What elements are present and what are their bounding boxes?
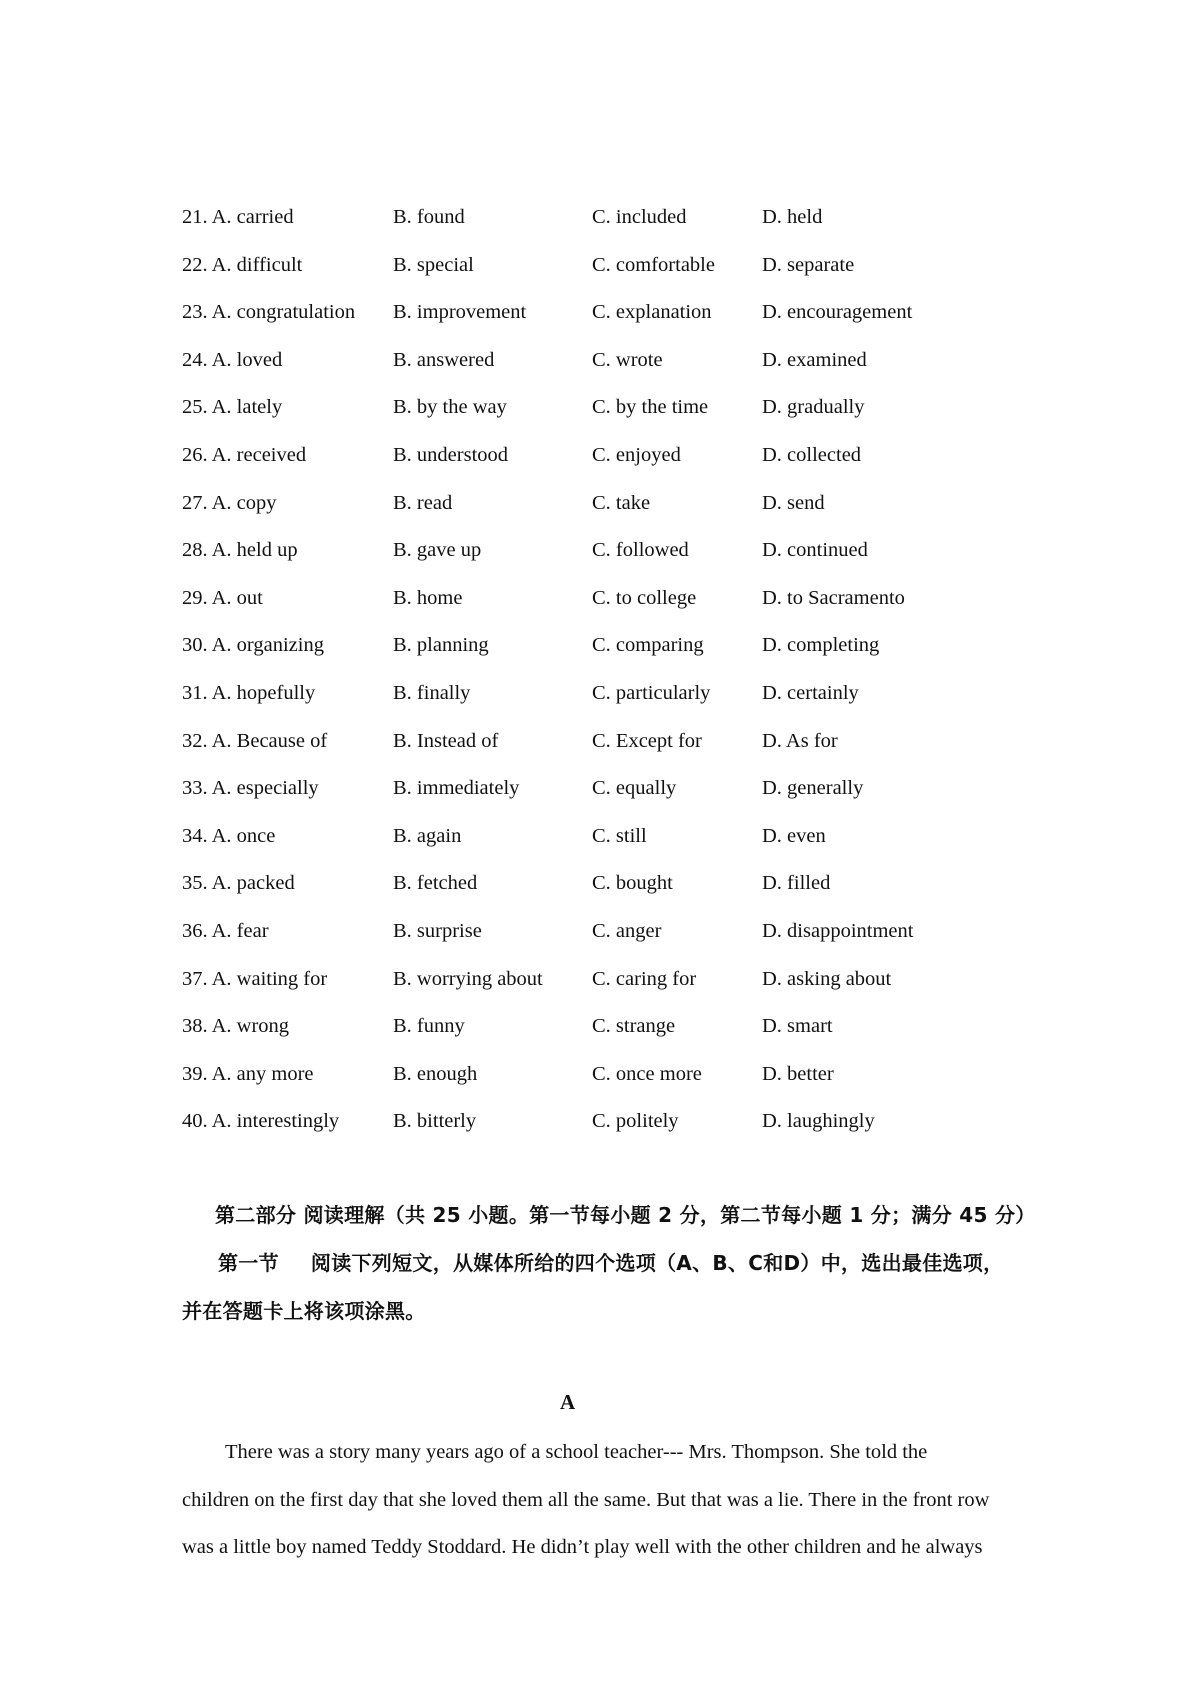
- option-d: D. As for: [762, 729, 838, 752]
- option-a: 30. A. organizing: [182, 634, 324, 657]
- option-b: B. by the way: [393, 396, 507, 419]
- option-d: D. to Sacramento: [762, 586, 905, 609]
- question-option-row: [182, 489, 1082, 537]
- option-a: 22. A. difficult: [182, 253, 303, 276]
- option-b: B. surprise: [393, 919, 482, 942]
- option-a: 33. A. especially: [182, 777, 319, 800]
- option-d: D. even: [762, 824, 826, 847]
- question-option-row: [182, 917, 1082, 965]
- option-d: D. laughingly: [762, 1110, 875, 1133]
- option-b: B. fetched: [393, 872, 478, 895]
- option-a: 37. A. waiting for: [182, 967, 328, 990]
- part-two-heading: 第二部分 阅读理解（共 25 小题。第一节每小题 2 分，第二节每小题 1 分；满分 45 分）: [215, 1203, 1036, 1227]
- option-a: 21. A. carried: [182, 206, 294, 228]
- question-option-row: [182, 1107, 1082, 1155]
- option-c: C. comparing: [592, 634, 704, 657]
- option-c: C. bought: [592, 872, 673, 895]
- question-option-row: [182, 679, 1082, 727]
- passage-line: was a little boy named Teddy Stoddard. He didn’t play well with the other children and he always: [182, 1536, 983, 1558]
- question-option-row: [182, 203, 1082, 251]
- section-one-instruction: [218, 1249, 1003, 1277]
- option-b: B. Instead of: [393, 729, 499, 752]
- option-c: C. once more: [592, 1062, 702, 1085]
- question-option-row: [182, 584, 1082, 632]
- option-b: B. planning: [393, 634, 489, 657]
- question-option-row: [182, 727, 1082, 775]
- option-c: C. equally: [592, 777, 677, 800]
- option-d: D. continued: [762, 539, 868, 562]
- option-c: C. politely: [592, 1110, 679, 1133]
- option-d: D. filled: [762, 872, 831, 895]
- option-b: B. gave up: [393, 539, 482, 562]
- option-d: D. encouragement: [762, 301, 913, 324]
- option-b: B. special: [393, 253, 474, 276]
- option-c: C. still: [592, 824, 647, 847]
- option-d: D. examined: [762, 348, 867, 371]
- option-b: B. bitterly: [393, 1110, 477, 1133]
- option-d: D. held: [762, 206, 823, 228]
- option-b: B. finally: [393, 681, 471, 704]
- option-c: C. enjoyed: [592, 443, 681, 466]
- option-a: 27. A. copy: [182, 491, 277, 514]
- question-option-row: [182, 536, 1082, 584]
- option-d: D. send: [762, 491, 825, 514]
- question-option-row: [182, 774, 1082, 822]
- option-a: 25. A. lately: [182, 396, 283, 419]
- option-d: D. separate: [762, 253, 855, 276]
- question-option-row: [182, 869, 1082, 917]
- option-c: C. strange: [592, 1015, 676, 1038]
- option-c: C. to college: [592, 586, 697, 609]
- option-b: B. enough: [393, 1062, 478, 1085]
- option-d: D. completing: [762, 634, 880, 657]
- question-option-row: [182, 346, 1082, 394]
- option-d: D. disappointment: [762, 919, 914, 942]
- option-d: D. gradually: [762, 396, 865, 419]
- option-b: B. found: [393, 206, 465, 228]
- option-a: 31. A. hopefully: [182, 681, 316, 704]
- option-d: D. asking about: [762, 967, 892, 990]
- option-a: 26. A. received: [182, 443, 307, 466]
- option-c: C. anger: [592, 919, 662, 942]
- option-d: D. collected: [762, 443, 862, 466]
- option-a: 35. A. packed: [182, 872, 295, 895]
- option-d: D. better: [762, 1062, 834, 1085]
- option-c: C. particularly: [592, 681, 711, 704]
- question-option-row: [182, 1060, 1082, 1108]
- option-a: 24. A. loved: [182, 348, 283, 371]
- option-a: 39. A. any more: [182, 1062, 314, 1085]
- option-d: D. smart: [762, 1015, 833, 1038]
- option-b: B. answered: [393, 348, 495, 371]
- cloze-options: [182, 203, 1082, 1155]
- option-a: 38. A. wrong: [182, 1015, 290, 1038]
- question-option-row: [182, 251, 1082, 299]
- section-one-label: 第一节: [218, 1251, 279, 1275]
- option-b: B. worrying about: [393, 967, 543, 990]
- question-option-row: [182, 822, 1082, 870]
- option-c: C. followed: [592, 539, 689, 562]
- option-a: 29. A. out: [182, 586, 263, 609]
- section-one-text: 阅读下列短文，从媒体所给的四个选项（A、B、C和D）中，选出最佳选项，: [310, 1251, 1004, 1275]
- question-option-row: [182, 393, 1082, 441]
- section-one-instruction-cont: 并在答题卡上将该项涂黑。: [182, 1299, 426, 1323]
- question-option-row: [182, 298, 1082, 346]
- option-c: C. explanation: [592, 301, 712, 324]
- option-c: C. Except for: [592, 729, 702, 752]
- option-a: 36. A. fear: [182, 919, 269, 942]
- option-a: 23. A. congratulation: [182, 301, 356, 324]
- option-a: 40. A. interestingly: [182, 1110, 340, 1133]
- option-d: D. generally: [762, 777, 864, 800]
- option-b: B. read: [393, 491, 453, 514]
- option-c: C. comfortable: [592, 253, 715, 276]
- option-c: C. wrote: [592, 348, 663, 371]
- passage-line: There was a story many years ago of a school teacher--- Mrs. Thompson. She told the: [225, 1441, 928, 1463]
- passage-title: A: [560, 1390, 576, 1414]
- option-c: C. by the time: [592, 396, 709, 419]
- option-a: 32. A. Because of: [182, 729, 328, 752]
- question-option-row: [182, 1012, 1082, 1060]
- option-b: B. home: [393, 586, 463, 609]
- option-b: B. understood: [393, 443, 509, 466]
- option-b: B. funny: [393, 1015, 465, 1038]
- option-c: C. included: [592, 206, 687, 228]
- question-option-row: [182, 631, 1082, 679]
- option-b: B. again: [393, 824, 462, 847]
- option-c: C. take: [592, 491, 651, 514]
- option-c: C. caring for: [592, 967, 697, 990]
- question-option-row: [182, 965, 1082, 1013]
- option-b: B. improvement: [393, 301, 527, 324]
- passage-line: children on the first day that she loved them all the same. But that was a lie. There in the front row: [182, 1489, 990, 1511]
- option-b: B. immediately: [393, 777, 520, 800]
- option-a: 28. A. held up: [182, 539, 298, 562]
- option-d: D. certainly: [762, 681, 859, 704]
- option-a: 34. A. once: [182, 824, 276, 847]
- question-option-row: [182, 441, 1082, 489]
